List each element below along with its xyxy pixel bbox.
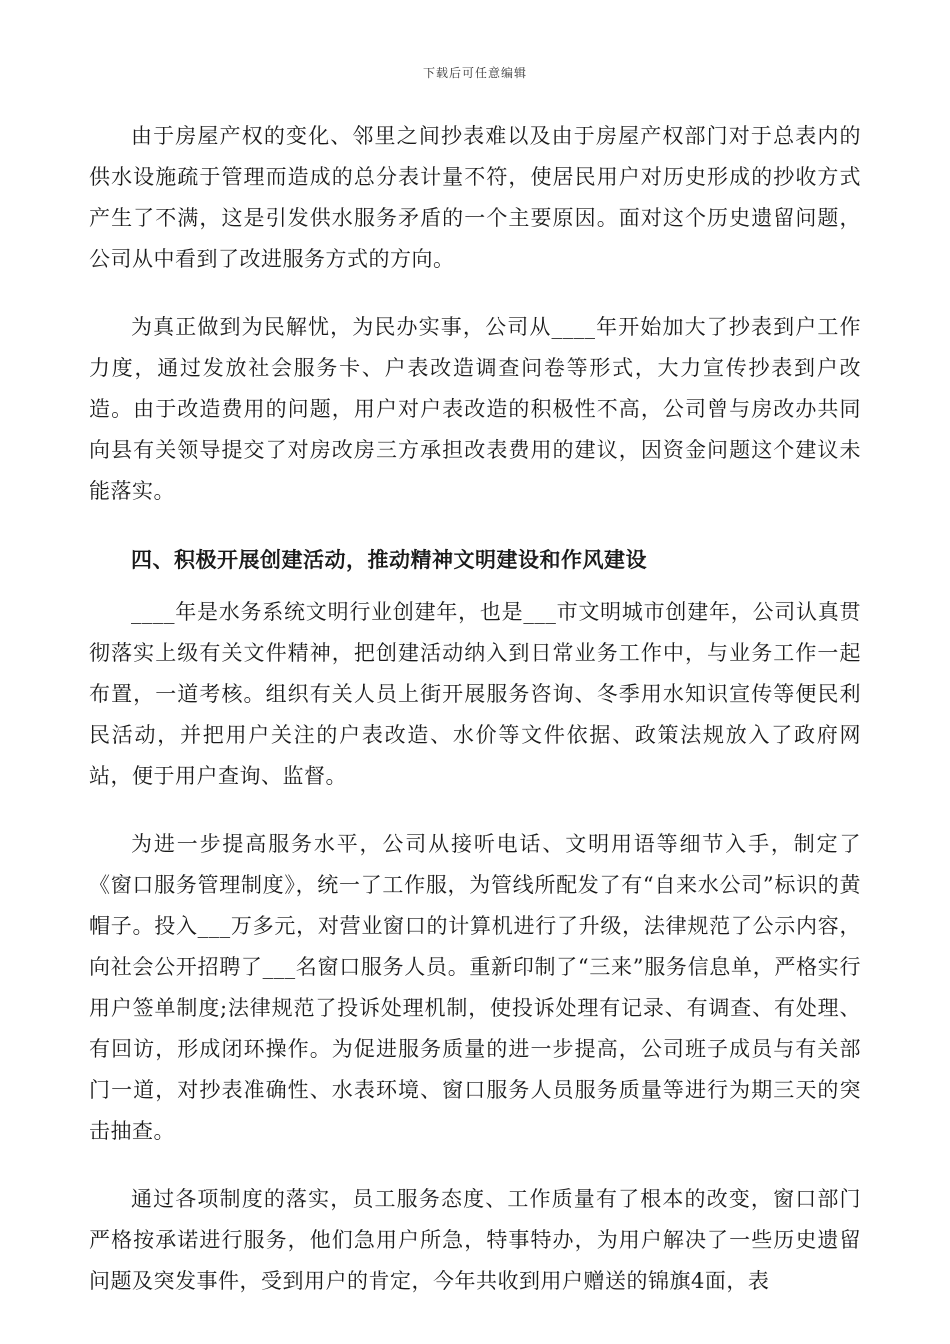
paragraph-5: 通过各项制度的落实，员工服务态度、工作质量有了根本的改变，窗口部门严格按承诺进行服务，他们急用户所急，特事特办，为用户解决了一些历史遗留问题及突发事件，受到用户的肯定，今年共收到用户赠送的锦旗4面，表 [89, 1187, 861, 1293]
section-heading: 四、积极开展创建活动，推动精神文明建设和作风建设 [131, 547, 647, 572]
paragraph-4: 为进一步提高服务水平，公司从接听电话、文明用语等细节入手，制定了《窗口服务管理制度》，统一了工作服，为管线所配发了有“自来水公司”标识的黄帽子。投入___万多元，对营业窗口的计算机进行了升级，法律规范了公示内容，向社会公开招聘了___名窗口服务人员。重新印制了“三来”服务信息单，严格实行用户签单制度;法律规范了投诉处理机制，使投诉处理有记录、有调查、有处理、有回访，形成闭环操作。为促进服务质量的进一步提高，公司班子成员与有关部门一道，对抄表准确性、水表环境、窗口服务人员服务质量等进行为期三天的突击抽查。 [89, 832, 861, 1143]
document-body [89, 116, 861, 1329]
header-note: 下载后可任意编辑 [422, 66, 527, 80]
paragraph-3: ____年是水务系统文明行业创建年，也是___市文明城市创建年，公司认真贯彻落实上级有关文件精神，把创建活动纳入到日常业务工作中，与业务工作一起布置，一道考核。组织有关人员上街开展服务咨询、冬季用水知识宣传等便民利民活动，并把用户关注的户表改造、水价等文件依据、政策法规放入了政府网站，便于用户查询、监督。 [89, 600, 861, 788]
paragraph-2: 为真正做到为民解忧，为民办实事，公司从____年开始加大了抄表到户工作力度，通过发放社会服务卡、户表改造调查问卷等形式，大力宣传抄表到户改造。由于改造费用的问题，用户对户表改造的积极性不高，公司曾与房改办共同向县有关领导提交了对房改房三方承担改表费用的建议，因资金问题这个建议未能落实。 [89, 315, 861, 503]
paragraph-1: 由于房屋产权的变化、邻里之间抄表难以及由于房屋产权部门对于总表内的供水设施疏于管理而造成的总分表计量不符，使居民用户对历史形成的抄收方式产生了不满，这是引发供水服务矛盾的一个主要原因。面对这个历史遗留问题，公司从中看到了改进服务方式的方向。 [89, 124, 861, 271]
